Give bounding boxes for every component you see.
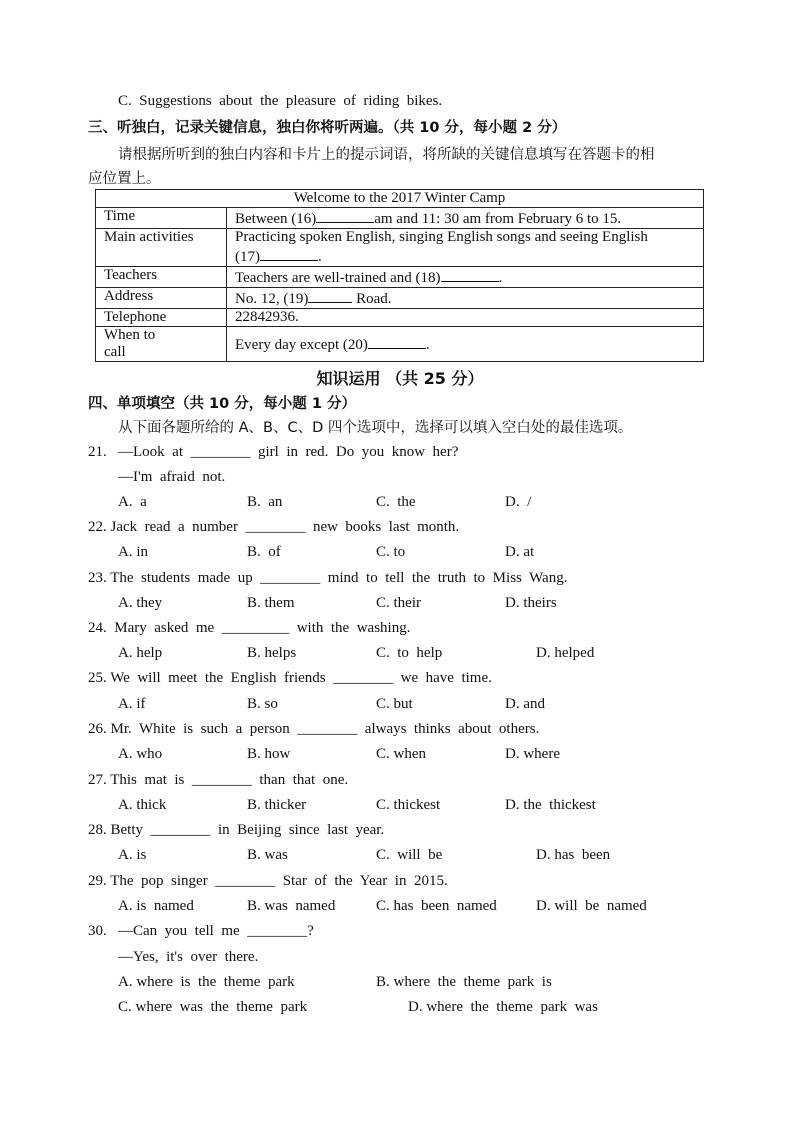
card-key: Time [96, 208, 227, 229]
card-key: Telephone [96, 309, 227, 327]
q24-option-b: B. helps [247, 645, 297, 661]
answer-blank-20 [368, 334, 426, 349]
card-row-activities [96, 229, 704, 267]
card-row-telephone [96, 309, 704, 327]
section4-title: 四、单项填空（共 10 分，每小题 1 分） [88, 396, 356, 412]
card-row-time [96, 208, 704, 229]
question-30-reply: —Yes, it's over there. [118, 949, 259, 965]
q21-option-d: D. / [505, 494, 532, 510]
question-25: 25. We will meet the English friends ________ we have time. [88, 670, 492, 686]
q27-option-b: B. thicker [247, 797, 307, 813]
question-28: 28. Betty ________ in Beijing since last year. [88, 822, 385, 838]
answer-blank-18 [441, 267, 499, 282]
q23-option-c: C. their [376, 595, 421, 611]
q26-option-c: C. when [376, 746, 426, 762]
card-row-address [96, 288, 704, 309]
q30-option-c: C. where was the theme park [118, 999, 308, 1015]
q29-option-a: A. is named [118, 898, 194, 914]
q25-option-a: A. if [118, 696, 146, 712]
q25-option-d: D. and [505, 696, 545, 712]
q22-option-c: C. to [376, 544, 406, 560]
card-value: No. 12, (19) Road. [227, 288, 704, 309]
q27-option-c: C. thickest [376, 797, 441, 813]
q29-option-b: B. was named [247, 898, 336, 914]
info-card-table [95, 189, 704, 362]
q24-option-d: D. helped [536, 645, 595, 661]
q22-option-b: B. of [247, 544, 281, 560]
q25-option-c: C. but [376, 696, 413, 712]
q23-option-a: A. they [118, 595, 163, 611]
q30-option-a: A. where is the theme park [118, 974, 295, 990]
question-30: 30. —Can you tell me ________? [88, 923, 314, 939]
card-key: Address [96, 288, 227, 309]
knowledge-section-title: 知识运用 （共 25 分） [316, 369, 484, 388]
q29-option-d: D. will be named [536, 898, 647, 914]
q22-option-d: D. at [505, 544, 535, 560]
card-value: Teachers are well-trained and (18) . [227, 267, 704, 288]
card-value: Practicing spoken English, singing English songs and seeing English (17) . [227, 229, 704, 267]
card-value: Between (16) am and 11: 30 am from February 6 to 15. [227, 208, 704, 229]
answer-blank-19 [308, 288, 352, 303]
question-22: 22. Jack read a number ________ new books last month. [88, 519, 460, 535]
card-row-teachers [96, 267, 704, 288]
q28-option-d: D. has been [536, 847, 611, 863]
q24-option-c: C. to help [376, 645, 443, 661]
card-value: 22842936. [227, 309, 704, 327]
section3-instruction-line1: 请根据所听到的独白内容和卡片上的提示词语，将所缺的关键信息填写在答题卡的相 [118, 147, 655, 163]
q23-option-d: D. theirs [505, 595, 557, 611]
q30-option-b: B. where the theme park is [376, 974, 552, 990]
q28-option-c: C. will be [376, 847, 443, 863]
card-key: When to call [96, 327, 227, 362]
q29-option-c: C. has been named [376, 898, 497, 914]
section3-instruction-line2: 应位置上。 [88, 171, 161, 187]
q24-option-a: A. help [118, 645, 163, 661]
question-24: 24. Mary asked me _________ with the washing. [88, 620, 411, 636]
question-23: 23. The students made up ________ mind to tell the truth to Miss Wang. [88, 570, 568, 586]
card-title: Welcome to the 2017 Winter Camp [96, 190, 704, 208]
answer-blank-17 [260, 246, 318, 261]
section3-title: 三、听独白，记录关键信息，独白你将听两遍。（共 10 分，每小题 2 分） [88, 120, 567, 136]
option-c-previous: C. Suggestions about the pleasure of riding bikes. [118, 93, 443, 109]
q26-option-b: B. how [247, 746, 291, 762]
question-26: 26. Mr. White is such a person ________ always thinks about others. [88, 721, 540, 737]
answer-blank-16 [316, 208, 374, 223]
q21-option-c: C. the [376, 494, 416, 510]
card-key: Teachers [96, 267, 227, 288]
q27-option-a: A. thick [118, 797, 167, 813]
q27-option-d: D. the thickest [505, 797, 596, 813]
q28-option-a: A. is [118, 847, 147, 863]
section4-instruction: 从下面各题所给的 A、B、C、D 四个选项中，选择可以填入空白处的最佳选项。 [118, 420, 633, 436]
q28-option-b: B. was [247, 847, 288, 863]
card-row-when-to-call [96, 327, 704, 362]
question-21: 21. —Look at ________ girl in red. Do you know her? [88, 444, 459, 460]
question-27: 27. This mat is ________ than that one. [88, 772, 349, 788]
q26-option-d: D. where [505, 746, 560, 762]
card-key: Main activities [96, 229, 227, 267]
q23-option-b: B. them [247, 595, 295, 611]
question-29: 29. The pop singer ________ Star of the Year in 2015. [88, 873, 448, 889]
card-value: Every day except (20) . [227, 327, 704, 362]
q22-option-a: A. in [118, 544, 148, 560]
q30-option-d: D. where the theme park was [408, 999, 598, 1015]
q21-option-b: B. an [247, 494, 283, 510]
q26-option-a: A. who [118, 746, 163, 762]
q25-option-b: B. so [247, 696, 278, 712]
question-21-reply: —I'm afraid not. [118, 469, 226, 485]
q21-option-a: A. a [118, 494, 147, 510]
